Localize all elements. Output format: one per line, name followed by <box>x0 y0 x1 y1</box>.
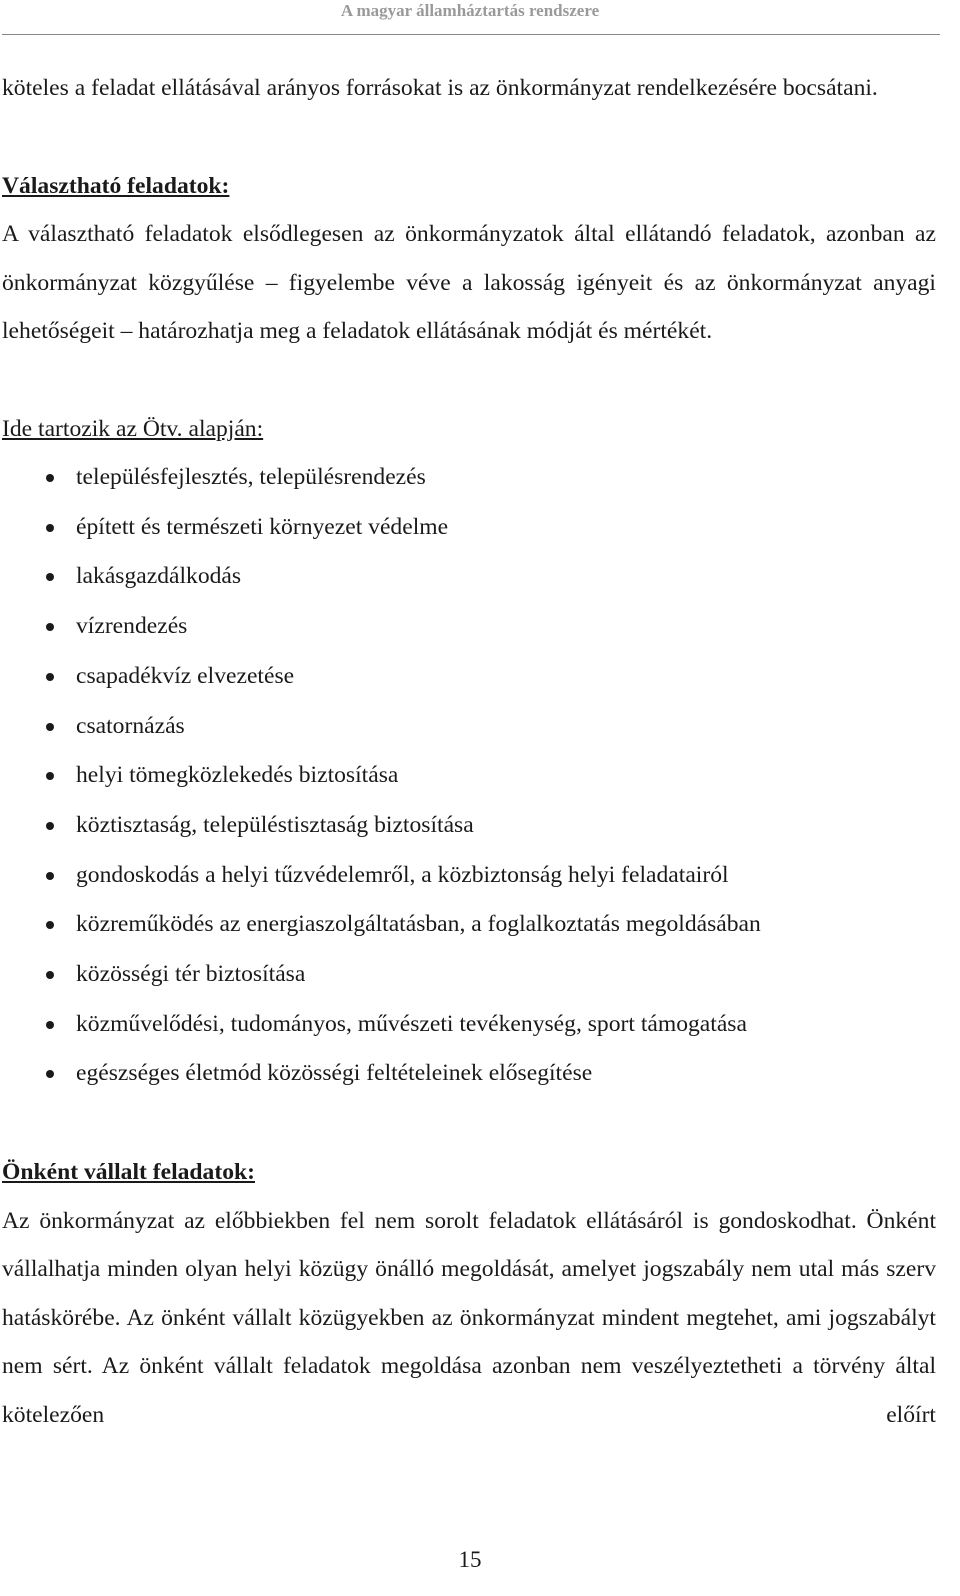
list-item: településfejlesztés, településrendezés <box>2 453 936 503</box>
list-item: épített és természeti környezet védelme <box>2 503 936 553</box>
list-item: lakásgazdálkodás <box>2 552 936 602</box>
bullet-icon <box>46 623 54 631</box>
list-item: vízrendezés <box>2 602 936 652</box>
list-item: helyi tömegközlekedés biztosítása <box>2 751 936 801</box>
running-header: A magyar államháztartás rendszere <box>340 1 600 20</box>
list-item: közművelődési, tudományos, művészeti tevékenység, sport támogatása <box>2 1000 936 1050</box>
list-item: egészséges életmód közösségi feltételeinek elősegítése <box>2 1049 936 1099</box>
bullet-icon <box>46 1070 54 1078</box>
list-item: közösségi tér biztosítása <box>2 950 936 1000</box>
bullet-icon <box>46 921 54 929</box>
bullet-icon <box>46 872 54 880</box>
bullet-icon <box>46 723 54 731</box>
page-body <box>2 64 936 1439</box>
spacer <box>2 356 936 405</box>
voluntary-tasks-paragraph: Az önkormányzat az előbbiekben fel nem sorolt feladatok ellátásáról is gondoskodhat. Önként vállalhatja minden olyan helyi közügy önálló megoldását, amelyet jogszabály nem utal más szerv hatáskörébe. Az önként vállalt közügyekben az önkormányzat mindent megtehet, ami jogszabályt nem sért. Az önként vállalt feladatok megoldása azonban nem veszélyeztetheti a törvény által kötelezően előírt <box>2 1207 936 1428</box>
list-item: köztisztaság, településtisztaság biztosítása <box>2 801 936 851</box>
bullet-icon <box>46 474 54 482</box>
bullet-icon <box>46 573 54 581</box>
list-intro: Ide tartozik az Ötv. alapján: <box>2 415 264 442</box>
bullet-icon <box>46 822 54 830</box>
intro-paragraph: köteles a feladat ellátásával arányos forrásokat is az önkormányzat rendelkezésére bocsátani. <box>2 75 878 101</box>
list-item: csapadékvíz elvezetése <box>2 652 936 702</box>
optional-tasks-paragraph: A választható feladatok elsődlegesen az önkormányzatok által ellátandó feladatok, azonban az önkormányzat közgyűlése – figyelembe véve a lakosság igényeit és az önkormányzat anyagi lehetőségeit – határozhatja meg a feladatok ellátásának módját és mértékét. <box>2 221 936 344</box>
bullet-icon <box>46 772 54 780</box>
list-item: gondoskodás a helyi tűzvédelemről, a közbiztonság helyi feladatairól <box>2 851 936 901</box>
optional-tasks-heading: Választható feladatok: <box>2 172 230 199</box>
page-number: 15 <box>458 1547 482 1572</box>
bullet-icon <box>46 1021 54 1029</box>
bullet-icon <box>46 971 54 979</box>
list-item: csatornázás <box>2 702 936 752</box>
list-item: közreműködés az energiaszolgáltatásban, a foglalkoztatás megoldásában <box>2 900 936 950</box>
voluntary-tasks-heading: Önként vállalt feladatok: <box>2 1159 255 1186</box>
bullet-icon <box>46 524 54 532</box>
header-divider <box>2 34 940 35</box>
spacer <box>2 113 936 162</box>
bullet-icon <box>46 673 54 681</box>
optional-tasks-list <box>2 453 936 1099</box>
spacer <box>2 1099 936 1148</box>
